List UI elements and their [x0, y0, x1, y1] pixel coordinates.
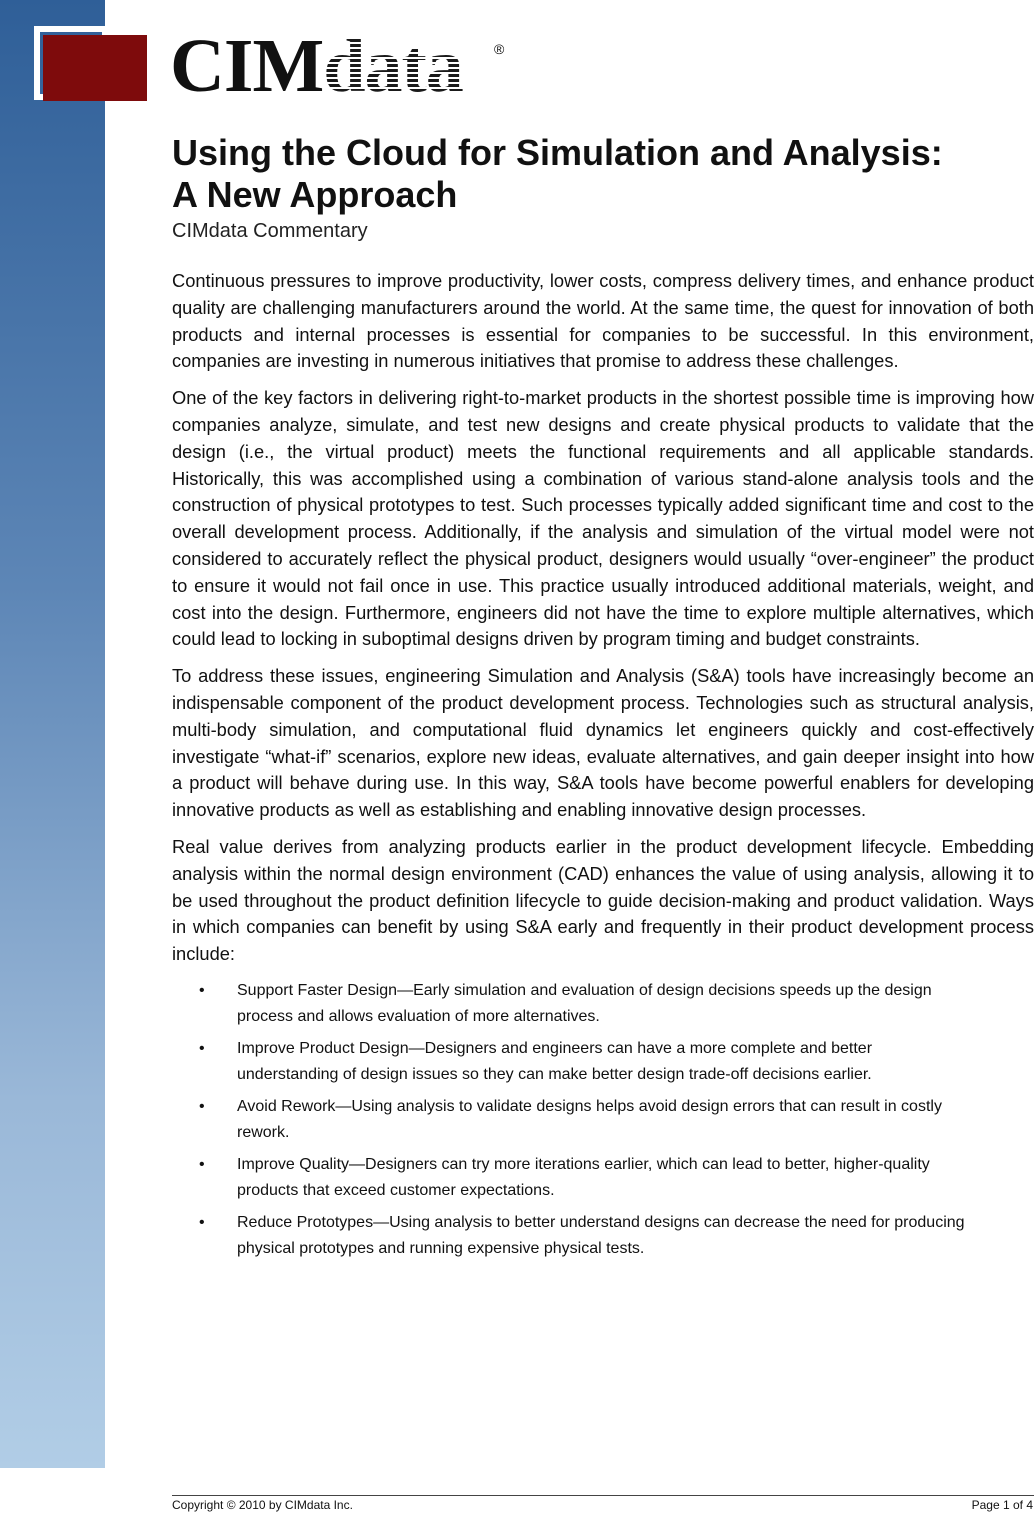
logo-wordmark-data: data	[323, 24, 463, 108]
logo-wordmark	[170, 26, 490, 106]
paragraph: Continuous pressures to improve productivity, lower costs, compress delivery times, and enhance product quality are challenging manufacturers around the world. At the same time, the quest for innovation of both products and internal processes is essential for companies to be successful. In this environment, companies are investing in numerous initiatives that promise to address these challenges.	[172, 270, 1034, 372]
sidebar-gradient-band	[0, 0, 105, 1468]
page-title	[172, 132, 1034, 216]
paragraph: To address these issues, engineering Simulation and Analysis (S&A) tools have increasingly become an indispensable component of the product development process. Technologies such as structural analysis, multi-body simulation, and computational fluid dynamics let engineers quickly and cost-effectively investigate “what-if” scenarios, explore new ideas, evaluate alternatives, and gain deeper insight into how a product will behave during use. In this way, S&A tools have become powerful enablers for developing innovative products as well as establishing and enabling innovative design processes.	[172, 665, 1034, 821]
list-item	[172, 1210, 972, 1263]
paragraph: Real value derives from analyzing products earlier in the product development lifecycle. Embedding analysis within the normal design environment (CAD) enhances the value of using analysis, allowing it to be used throughout the product definition lifecycle to guide decision-making and product validation. Ways in which companies can benefit by using S&A early and frequently in their product development process include:	[172, 835, 1034, 965]
cimdata-logo	[34, 24, 505, 108]
logo-wordmark-cim: CIM	[170, 24, 324, 108]
list-item	[172, 1094, 972, 1147]
list-item	[172, 978, 972, 1031]
paragraph: One of the key factors in delivering right-to-market products in the shortest possible time is improving how companies analyze, simulate, and test new designs and create physical products to validate that the design (i.e., the virtual product) meets the functional requirements and all applicable standards. Historically, this was accomplished using a combination of various stand-alone analysis tools and the construction of physical prototypes to test. Such processes typically added significant time and cost to the overall development process. Additionally, if the analysis and simulation of the virtual model were not considered to accurately reflect the physical product, designers would usually “over-engineer” the product to ensure it would not fail once in use. This practice usually introduced additional materials, weight, and cost into the design. Furthermore, engineers did not have the time to explore multiple alternatives, which could lead to locking in suboptimal designs driven by program timing and budget constraints.	[172, 387, 1034, 650]
title-line-1: Using the Cloud for Simulation and Analysis:	[172, 132, 943, 173]
footer-page-number: Page 1 of 4	[971, 1498, 1033, 1512]
bullet-icon: •	[199, 1039, 205, 1057]
body-text	[172, 268, 1034, 968]
list-item	[172, 1036, 972, 1089]
list-item-text: Support Faster Design—Early simulation and evaluation of design decisions speeds up the design process and allows evaluation of more alternatives.	[237, 981, 932, 1026]
registered-mark: ®	[494, 41, 505, 57]
bullet-icon: •	[199, 1097, 205, 1115]
title-line-2: A New Approach	[172, 174, 458, 215]
footer-divider	[172, 1495, 1034, 1496]
bullet-icon: •	[199, 981, 205, 999]
page-subtitle: CIMdata Commentary	[172, 220, 368, 242]
logo-red-square	[43, 35, 147, 101]
list-item-text: Avoid Rework—Using analysis to validate designs helps avoid design errors that can result in costly rework.	[237, 1097, 942, 1142]
list-item-text: Improve Product Design—Designers and engineers can have a more complete and better understanding of design issues so they can make better design trade-off decisions earlier.	[237, 1039, 873, 1084]
document-content	[172, 132, 1034, 1268]
list-item-text: Reduce Prototypes—Using analysis to better understand designs can decrease the need for producing physical prototypes and running expensive physical tests.	[237, 1213, 965, 1258]
bullet-icon: •	[199, 1155, 205, 1173]
footer-copyright: Copyright © 2010 by CIMdata Inc.	[172, 1498, 353, 1512]
list-item-text: Improve Quality—Designers can try more iterations earlier, which can lead to better, higher-quality products that exceed customer expectations.	[237, 1155, 930, 1200]
bullet-icon: •	[199, 1213, 205, 1231]
benefits-list	[172, 978, 1034, 1263]
list-item	[172, 1152, 972, 1205]
